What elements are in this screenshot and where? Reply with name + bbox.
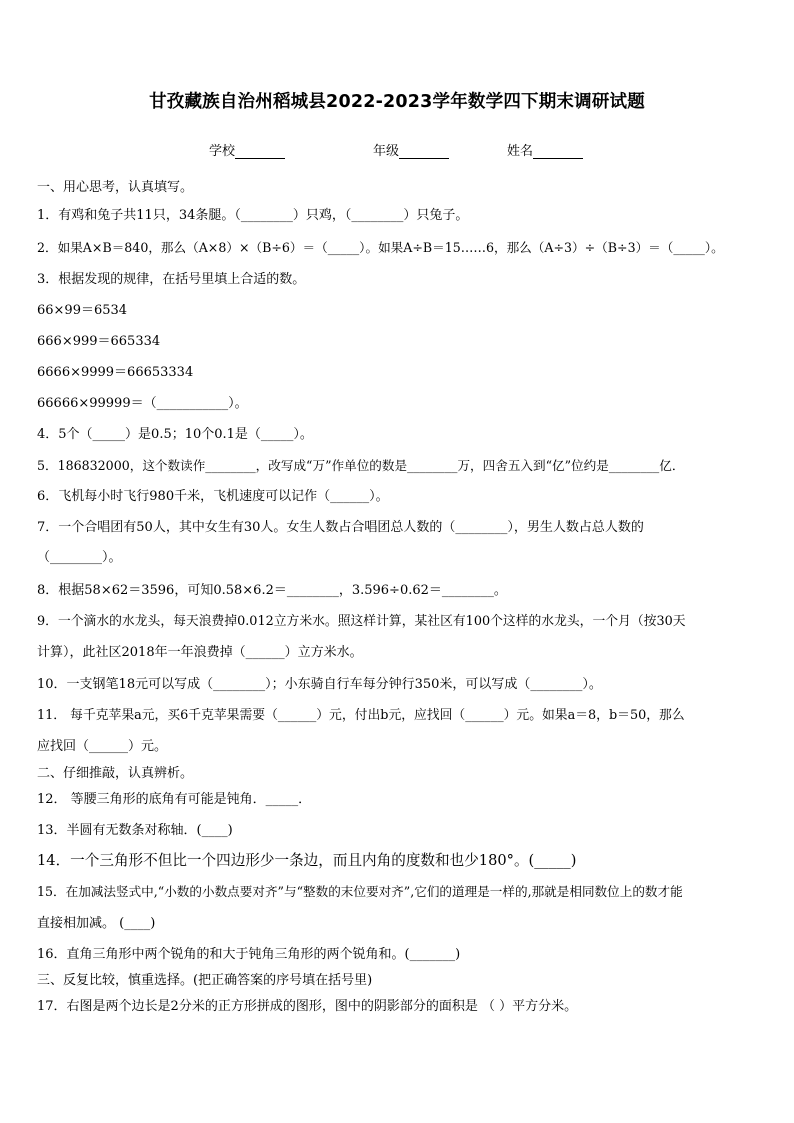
question-15: 15．在加减法竖式中,“小数的小数点要对齐”与“整数的末位要对齐”,它们的道理是一样的,那就是相同数位上的数才能	[37, 884, 683, 899]
school-blank[interactable]	[235, 144, 285, 159]
school-field[interactable]	[209, 140, 285, 159]
question-10: 10．一支钢笔18元可以写成（________）；小东骑自行车每分钟行350米，可以写成（________）。	[37, 677, 602, 692]
question-12: 12． 等腰三角形的底角有可能是钝角．_____．	[37, 792, 312, 807]
question-5: 5．186832000，这个数读作________，改写成“万”作单位的数是________万，四舍五入到“亿”位约是________亿．	[37, 458, 685, 473]
question-17: 17．右图是两个边长是2分米的正方形拼成的图形，图中的阴影部分的面积是 （ ）平方分米。	[37, 999, 578, 1014]
question-7-cont: （________）。	[37, 550, 122, 565]
question-11: 11． 每千克苹果a元，买6千克苹果需要（______）元，付出b元，应找回（______）元。如果a＝8，b＝50，那么	[37, 708, 685, 723]
section-2-heading: 二、仔细推敲，认真辨析。	[37, 766, 194, 781]
grade-blank[interactable]	[399, 144, 449, 159]
question-8: 8．根据58×62＝3596，可知0.58×6.2＝________，3.596÷0.62＝________。	[37, 583, 507, 598]
question-3-eq-1: 66×99＝6534	[37, 303, 128, 318]
question-3-eq-2: 666×999＝665334	[37, 334, 161, 349]
name-label: 姓名	[507, 144, 534, 159]
question-9-cont: 计算），此社区2018年一年浪费掉（______）立方米水。	[37, 645, 363, 660]
grade-field[interactable]	[373, 140, 449, 159]
question-13: 13．半圆有无数条对称轴．(____)	[37, 823, 233, 838]
question-16: 16．直角三角形中两个锐角的和大于钝角三角形的两个锐角和。(_______)	[37, 947, 461, 962]
name-field[interactable]	[507, 140, 583, 159]
question-11-cont: 应找回（______）元。	[37, 739, 168, 754]
name-blank[interactable]	[533, 144, 583, 159]
school-label: 学校	[209, 144, 236, 159]
section-3-heading: 三、反复比较，慎重选择。(把正确答案的序号填在括号里)	[37, 973, 373, 988]
question-3: 3．根据发现的规律，在括号里填上合适的数。	[37, 272, 306, 287]
question-9: 9．一个滴水的水龙头，每天浪费掉0.012立方米水。照这样计算，某社区有100个这样的水龙头，一个月（按30天	[37, 614, 686, 629]
question-15-cont: 直接相加减。 (____)	[37, 916, 156, 931]
question-3-eq-4: 66666×99999＝（___________）。	[37, 396, 248, 411]
question-7: 7．一个合唱团有50人，其中女生有30人。女生人数占合唱团总人数的（________），男生人数占总人数的	[37, 520, 644, 535]
question-4: 4．5个（_____）是0.5；10个0.1是（_____）。	[37, 427, 313, 442]
section-1-heading: 一、用心思考，认真填写。	[37, 180, 194, 195]
question-1: 1．有鸡和兔子共11只，34条腿。（________）只鸡，（________）只兔子。	[37, 208, 469, 223]
page-title: 甘孜藏族自治州稻城县2022-2023学年数学四下期末调研试题	[149, 92, 645, 112]
question-3-eq-3: 6666×9999＝66653334	[37, 365, 194, 380]
question-2: 2．如果A×B＝840，那么（A×8）×（B÷6）＝（_____）。如果A÷B＝15……6，那么（A÷3）÷（B÷3）＝（_____）。	[37, 240, 724, 255]
question-14: 14．一个三角形不但比一个四边形少一条边，而且内角的度数和也少180°。(_____)	[37, 852, 577, 869]
question-6: 6．飞机每小时飞行980千米，飞机速度可以记作（______）。	[37, 489, 389, 504]
grade-label: 年级	[373, 144, 400, 159]
